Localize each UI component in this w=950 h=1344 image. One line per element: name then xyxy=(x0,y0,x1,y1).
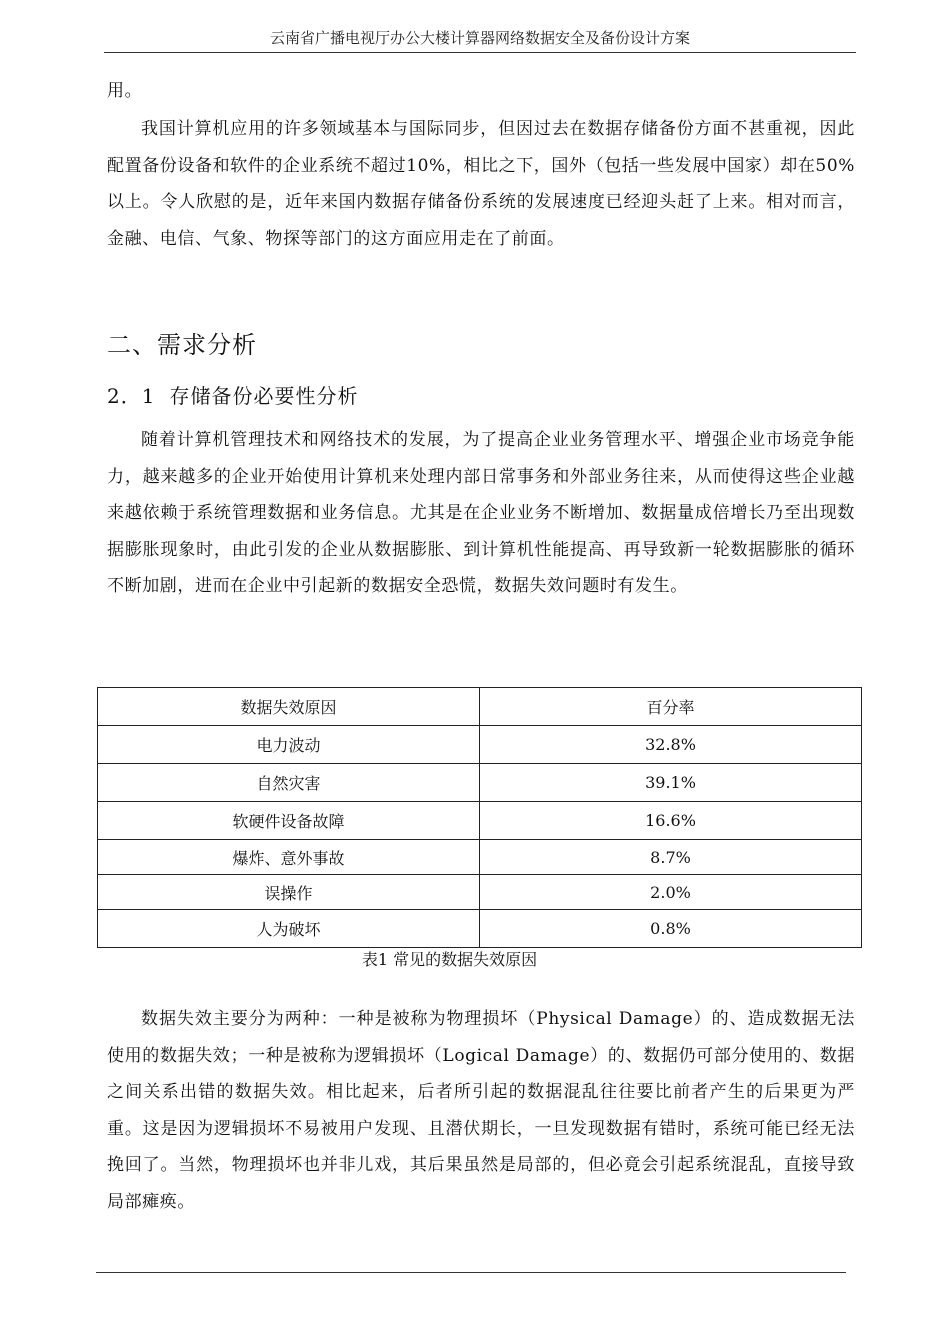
section-paragraph: 随着计算机管理技术和网络技术的发展，为了提高企业业务管理水平、增强企业市场竞争能力，越来越多的企业开始使用计算机来处理内部日常事务和外部业务往来，从而使得这些企业越来越依赖于系统管理数据和业务信息。尤其是在企业业务不断增加、数据量成倍增长乃至出现数据膨胀现象时，由此引发的企业从数据膨胀、到计算机性能提高、再导致新一轮数据膨胀的循环不断加剧，进而在企业中引起新的数据安全恐慌，数据失效问题时有发生。 xyxy=(107,430,855,596)
table-cell-cause: 电力波动 xyxy=(98,726,480,764)
table-row xyxy=(98,875,862,910)
closing-paragraph: 数据失效主要分为两种：一种是被称为物理损坏（Physical Damage）的、造成数据无法使用的数据失效；一种是被称为逻辑损坏（Logical Damage）的、数据仍可部分使用的、数据之间关系出错的数据失效。相比起来，后者所引起的数据混乱往往要比前者产生的后果更为严重。这是因为逻辑损坏不易被用户发现、且潜伏期长，一旦发现数据有错时，系统可能已经无法挽回了。当然，物理损坏也并非儿戏，其后果虽然是局部的，但必竟会引起系统混乱，直接导致局部瘫痪。 xyxy=(107,1009,855,1212)
table-caption: 表1 常见的数据失效原因 xyxy=(361,950,538,969)
table-cell-percent: 32.8% xyxy=(480,726,862,764)
subsection-title: 存储备份必要性分析 xyxy=(169,384,359,408)
table-row xyxy=(98,802,862,840)
table-cell-percent: 0.8% xyxy=(480,910,862,948)
header-divider xyxy=(104,52,856,53)
table-header-cause: 数据失效原因 xyxy=(98,688,480,726)
table-cell-cause: 误操作 xyxy=(98,875,480,910)
intro-paragraph: 我国计算机应用的许多领域基本与国际同步，但因过去在数据存储备份方面不甚重视，因此配置备份设备和软件的企业系统不超过10%，相比之下，国外（包括一些发展中国家）却在50%以上。令人欣慰的是，近年来国内数据存储备份系统的发展速度已经迎头赶了上来。相对而言，金融、电信、气象、物探等部门的这方面应用走在了前面。 xyxy=(107,119,855,249)
table-row xyxy=(98,910,862,948)
table-header-percent: 百分率 xyxy=(480,688,862,726)
subsection-heading xyxy=(107,380,358,412)
subsection-number: 2．1 xyxy=(107,384,156,408)
table-cell-percent: 16.6% xyxy=(480,802,862,840)
table-cell-percent: 8.7% xyxy=(480,840,862,875)
data-failure-table xyxy=(97,687,862,948)
table-cell-cause: 自然灾害 xyxy=(98,764,480,802)
table-cell-percent: 2.0% xyxy=(480,875,862,910)
table-row xyxy=(98,840,862,875)
page-header-title: 云南省广播电视厅办公大楼计算器网络数据安全及备份设计方案 xyxy=(269,29,690,47)
table-cell-percent: 39.1% xyxy=(480,764,862,802)
table-row xyxy=(98,726,862,764)
table-header-row xyxy=(98,688,862,726)
table-cell-cause: 爆炸、意外事故 xyxy=(98,840,480,875)
table-cell-cause: 软硬件设备故障 xyxy=(98,802,480,840)
footer-divider xyxy=(96,1272,846,1273)
intro-fragment: 用。 xyxy=(107,81,143,101)
section-title: 二、需求分析 xyxy=(107,331,257,359)
table-cell-cause: 人为破坏 xyxy=(98,910,480,948)
table-row xyxy=(98,764,862,802)
